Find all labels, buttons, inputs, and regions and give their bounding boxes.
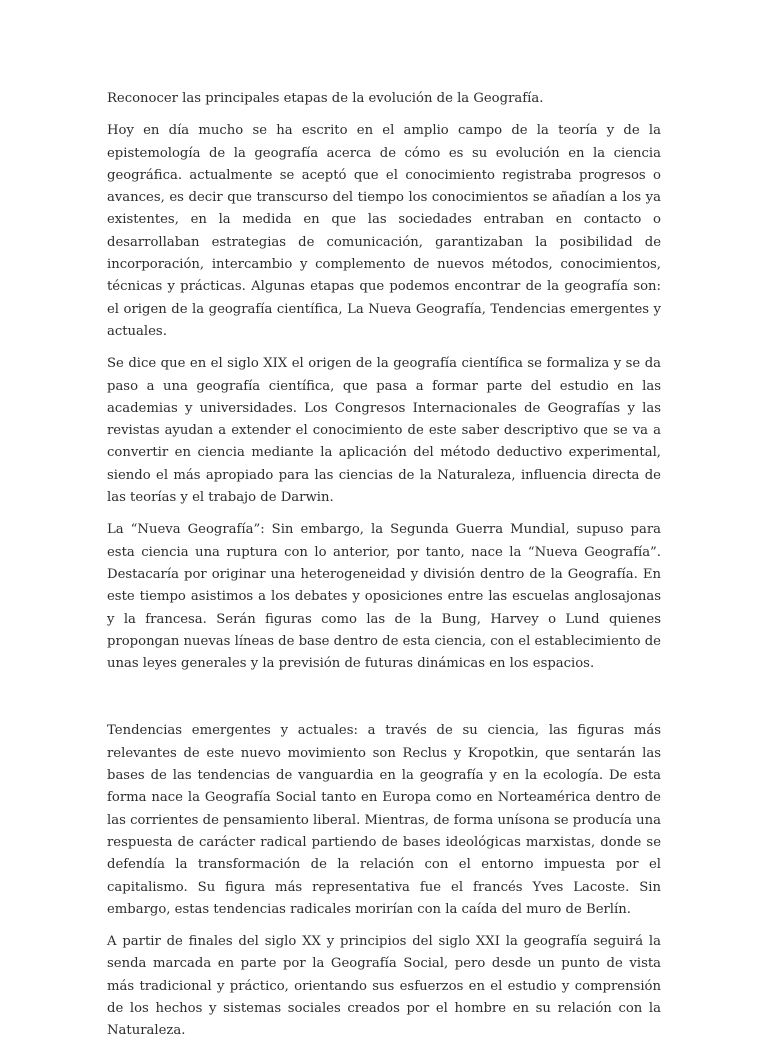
- paragraph-geografia-cientifica: Se dice que en el siglo XIX el origen de la geografía científica se formaliza y se da paso a una geografía científica, que pasa a formar parte del estudio en las academias y universidades. Los Congresos Internacionales de Geografías y las revistas ayudan a extender el conocimiento de este saber descriptivo que se va a convertir en ciencia mediante la aplicación del método deductivo experimental, siendo el más apropiado para las ciencias de la Naturaleza, influencia directa de las teorías y el trabajo de Darwin.: [107, 356, 661, 506]
- paragraph-intro: Hoy en día mucho se ha escrito en el amplio campo de la teoría y de la epistemología de la geografía acerca de cómo es su evolución en la ciencia geográfica. actualmente se aceptó que el conocimiento registraba progresos o avances, es decir que transcurso del tiempo los conocimientos se añadían a los ya existentes, en la medida en que las sociedades entraban en contacto o desarrollaban estrategias de comunicación, garantizaban la posibilidad de incorporación, intercambio y complemento de nuevos métodos, conocimientos, técnicas y prácticas. Algunas etapas que podemos encontrar de la geografía son: el origen de la geografía científica, La Nueva Geografía, Tendencias emergentes y actuales.: [107, 123, 661, 339]
- paragraph-nueva-geografia: La “Nueva Geografía”: Sin embargo, la Segunda Guerra Mundial, supuso para esta ciencia una ruptura con lo anterior, por tanto, nace la “Nueva Geografía”. Destacaría por originar una heterogeneidad y división dentro de la Geografía. En este tiempo asistimos a los debates y oposiciones entre las escuelas anglosajonas y la francesa. Serán figuras como las de la Bung, Harvey o Lund quienes propongan nuevas líneas de base dentro de esta ciencia, con el establecimiento de unas leyes generales y la previsión de futuras dinámicas en los espacios.: [107, 522, 661, 672]
- paragraph-tendencias: Tendencias emergentes y actuales: a través de su ciencia, las figuras más relevantes de este nuevo movimiento son Reclus y Kropotkin, que sentarán las bases de las tendencias de vanguardia en la geografía y en la ecología. De esta forma nace la Geografía Social tanto en Europa como en Norteamérica dentro de las corrientes de pensamiento liberal. Mientras, de forma unísona se producía una respuesta de carácter radical partiendo de bases ideológicas marxistas, donde se defendía la transformación de la relación con el entorno impuesta por el capitalismo. Su figura más representativa fue el francés Yves Lacoste. Sin embargo, estas tendencias radicales morirían con la caída del muro de Berlín.: [107, 723, 661, 917]
- document-page: [107, 88, 661, 1053]
- document-title: Reconocer las principales etapas de la evolución de la Geografía.: [107, 91, 544, 106]
- paragraph-siglo-xxi: A partir de finales del siglo XX y principios del siglo XXI la geografía seguirá la senda marcada en parte por la Geografía Social, pero desde un punto de vista más tradicional y práctico, orientando sus esfuerzos en el estudio y comprensión de los hechos y sistemas sociales creados por el hombre en su relación con la Naturaleza.: [107, 934, 661, 1039]
- section-spacer: [107, 685, 661, 720]
